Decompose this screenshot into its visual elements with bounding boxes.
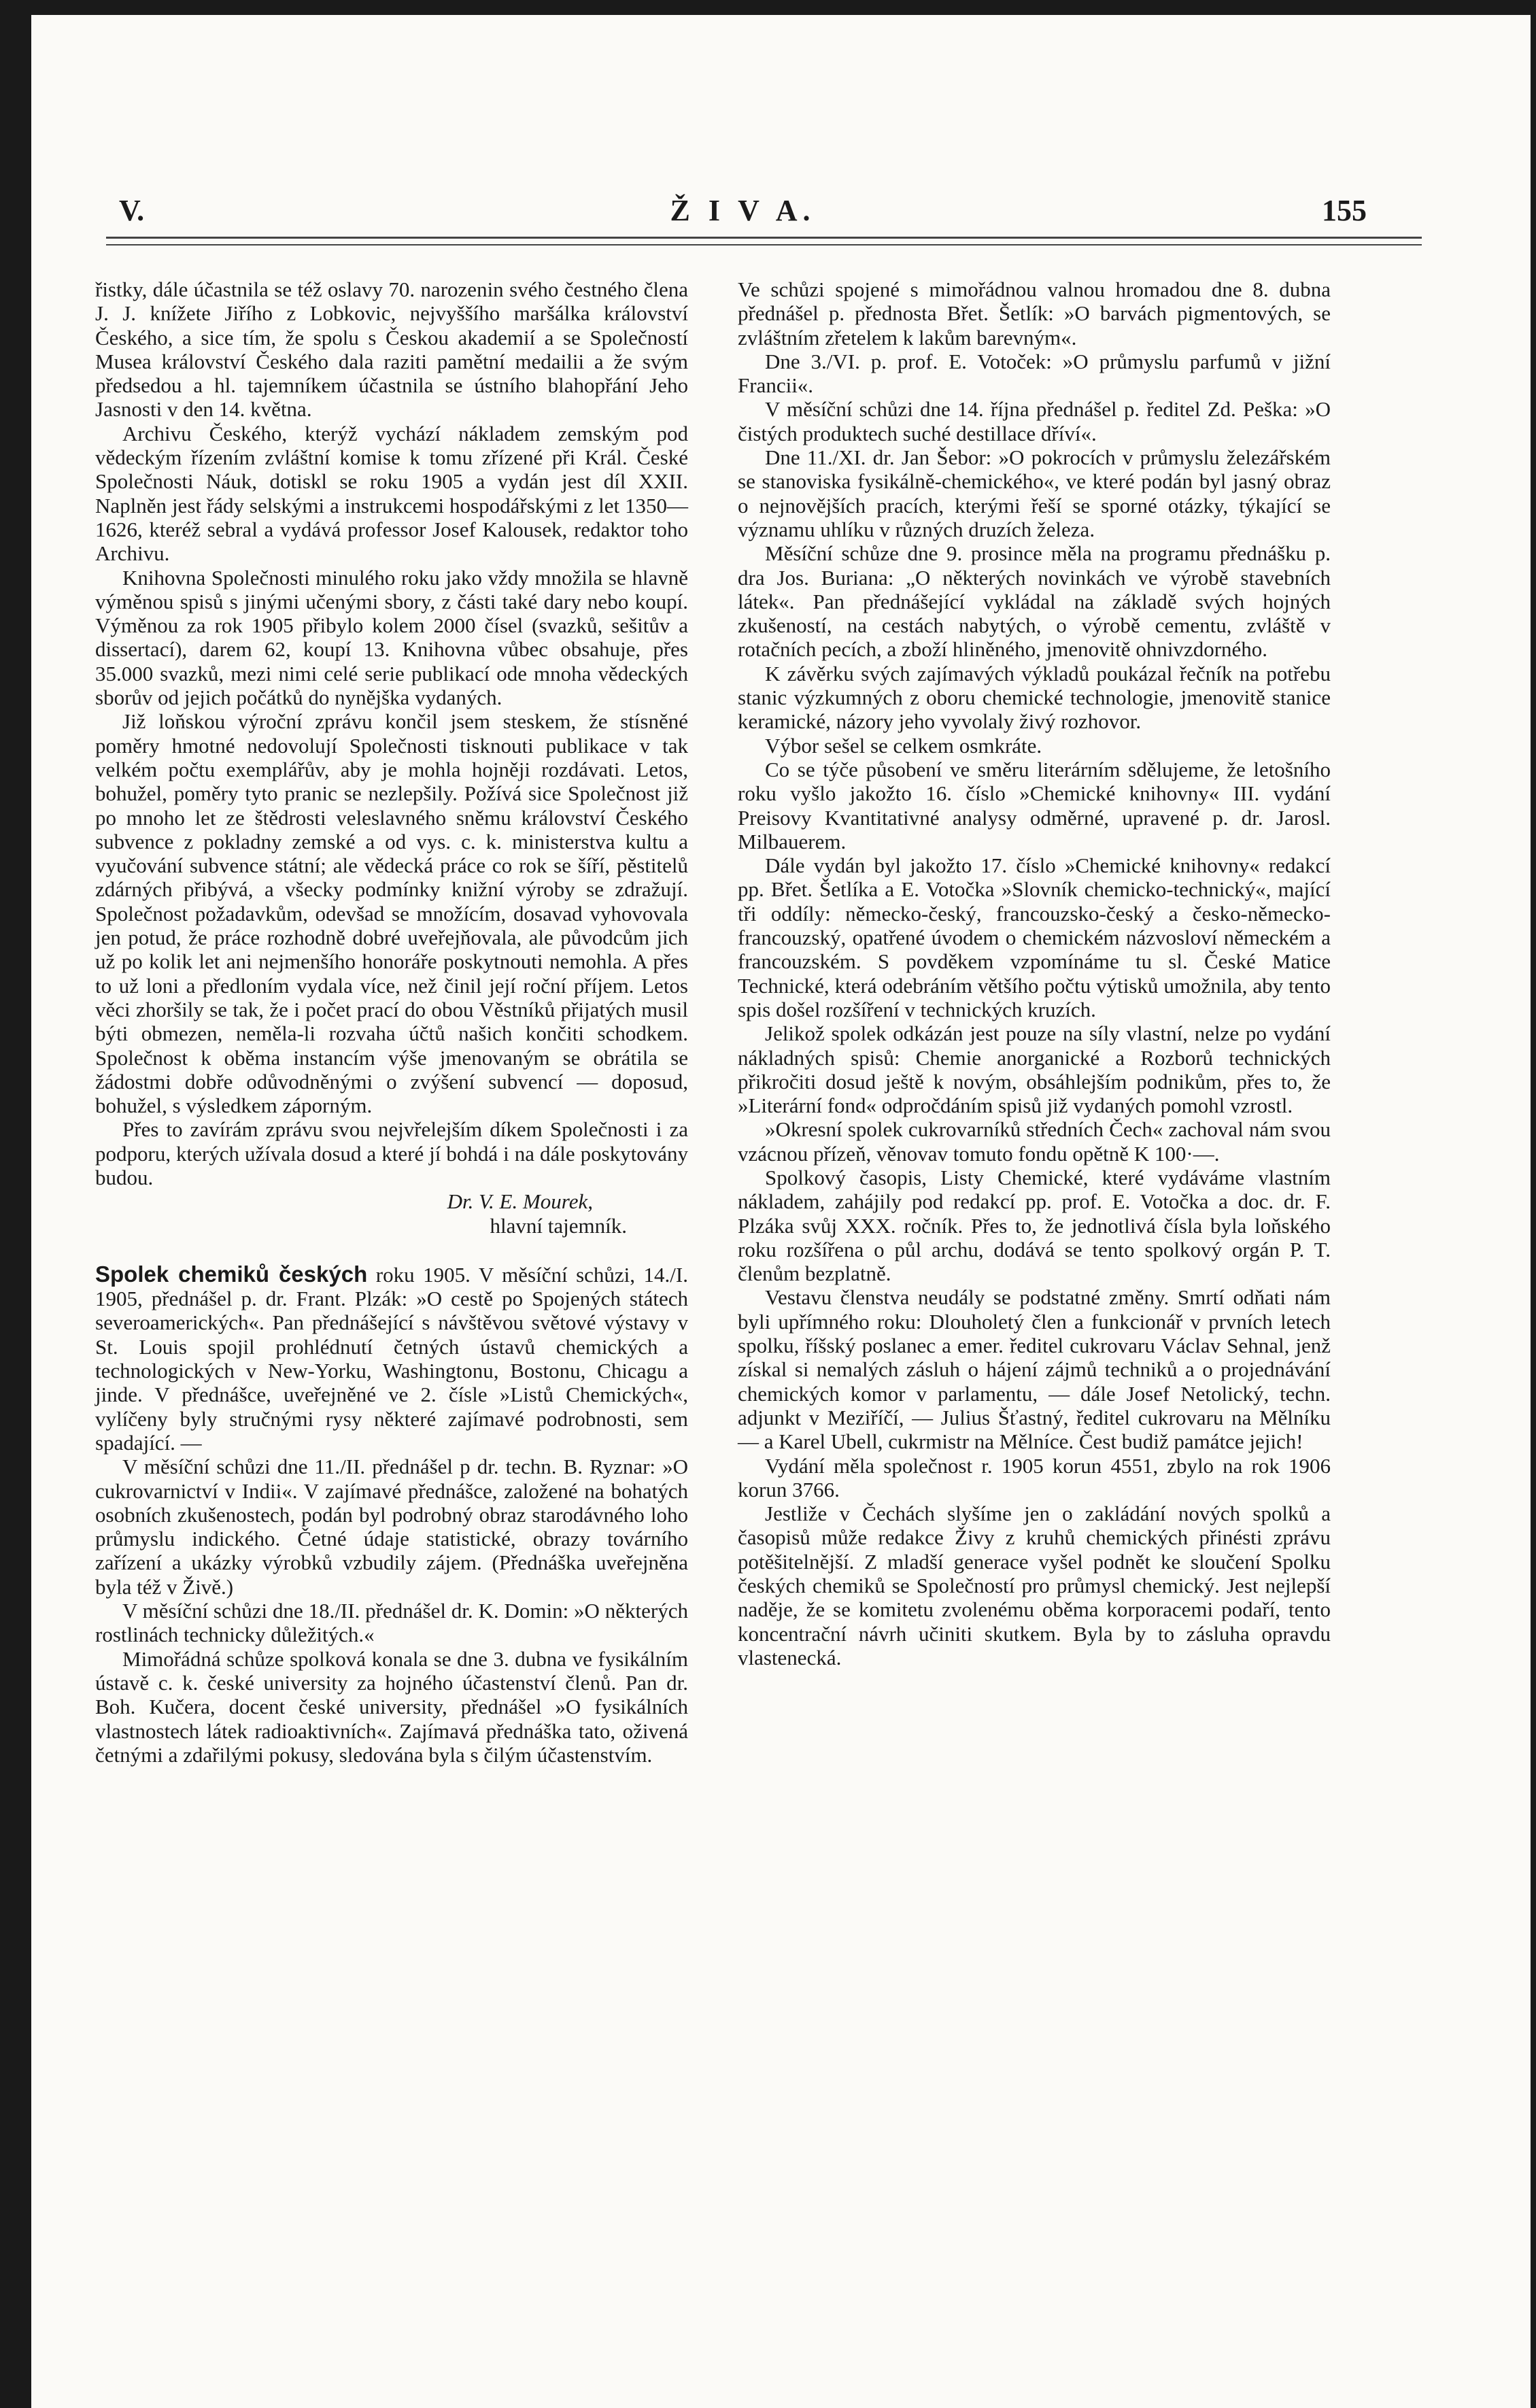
paragraph: Již loňskou výroční zprávu končil jsem steskem, že stísněné poměry hmotné nedovolují Společnosti tisknouti publikace v tak velkém počtu exemplářův, aby je mohla hojněji rozdávati. Letos, bohužel, poměry tyto pranic se nezlepšily. Požívá sice Společnost již po mnoho let ze štědrosti veleslavného sněmu království Českého subvence z pokladny zemské a od vys. c. k. ministerstva kultu a vyučování subvence státní; ale vědecká práce co rok se šíří, pěstitelů zdárných přibývá, a všecky podmínky knižní výroby se zdražují. Společnost požadavkům, odevšad se množícím, dosavad vyhovovala jen potud, že práce rozhodně dobré uveřejňovala, ale původcům jich už po kolik let ani nejmenšího honoráře poskytnouti nemohla. A přes to už loni a předloním vydala více, než činil její roční příjem. Letos věci zhoršily se tak, že i počet prací do obou Věstníků přijatých musil býti obmezen, neměla-li rozvaha účtů našich končiti schodkem. Společnost k oběma instancím výše jmenovaným se obrátila se žádostmi dobře odůvodněnými o zvýšení subvencí — doposud, bohužel, s výsledkem záporným.	[95, 709, 688, 1118]
paragraph: Archivu Českého, kterýž vychází nákladem zemským pod vědeckým řízením zvláštní komise k tomu zřízené při Král. České Společnosti Náuk, dotiskl se roku 1905 a vydán jest díl XXII. Naplněn jest řády selskými a instrukcemi hospodářskými z let 1350—1626, kteréž sebral a vydává professor Josef Kalousek, redaktor toho Archivu.	[95, 421, 688, 566]
paragraph: Knihovna Společnosti minulého roku jako vždy množila se hlavně výměnou spisů s jinými učenými sbory, z části také dary nebo koupí. Výměnou za rok 1905 přibylo kolem 2000 čísel (svazků, sešitův a dissertací), darem 62, koupí 13. Knihovna vůbec obsahuje, přes 35.000 svazků, mezi nimi celé serie publikací ode mnoha vědeckých sborův od jejich počátků do nynějška vydaných.	[95, 565, 688, 710]
journal-title: Ž I V A.	[670, 194, 816, 227]
paragraph: Přes to zavírám zprávu svou nejvřelejším díkem Společnosti i za podporu, kterých užívala dosud a které jí bohdá i na dále poskytovány budou.	[95, 1117, 688, 1189]
right-column	[738, 277, 1331, 1669]
paragraph-text: roku 1905. V měsíční schůzi, 14./I. 1905, přednášel p. dr. Frant. Plzák: »O cestě po Spojených státech severoamerických«. Pan přednášející s návštěvou světové výstavy v St. Louis spojil prohlédnutí četných ústavů chemických a technologických v New-Yorku, Washingtonu, Bostonu, Chicagu a jinde. V přednášce, uveřejněné ve 2. čísle »Listů Chemických«, vylíčeny byly stručnými rysy některé zajímavé podrobnosti, sem spadající. —	[95, 1262, 688, 1455]
volume-number: V.	[119, 194, 145, 227]
signature	[95, 1189, 688, 1238]
paragraph: řistky, dále účastnila se též oslavy 70. narozenin svého čestného člena J. J. knížete Jiřího z Lobkovic, nejvyššího maršálka království Českého, a sice tím, že spolu s Českou akademií a se Společností Musea království Českého dala raziti pamětní medailii a že svým předsedou a hl. tajemníkem účastnila se ústního blahopřání Jeho Jasnosti v den 14. května.	[95, 277, 688, 422]
paragraph: Mimořádná schůze spolková konala se dne 3. dubna ve fysikálním ústavě c. k. české university za hojného účastenství členů. Pan dr. Boh. Kučera, docent české university, přednášel »O fysikálních vlastnostech látek radioaktivních«. Zajímavá přednáška tato, oživená četnými a zdařilými pokusy, sledována byla s čilým účastenstvím.	[95, 1646, 688, 1767]
section-heading: Spolek chemiků českých	[95, 1261, 368, 1287]
paragraph: Vestavu členstva neudály se podstatné změny. Smrtí odňati nám byli upřímného roku: Dlouholetý člen a funkcionář v prvních letech spolku, říšský poslanec a emer. ředitel cukrovaru Václav Sehnal, jenž získal si nemalých zásluh o hájení zájmů techniků a o projednávání chemických komor v parlamentu, — dále Josef Netolický, techn. adjunkt v Meziříčí, — Julius Šťastný, ředitel cukrovaru na Mělníku — a Karel Ubell, cukrmistr na Mělníce. Čest budiž památce jejich!	[738, 1285, 1331, 1454]
paragraph: Jelikož spolek odkázán jest pouze na síly vlastní, nelze po vydání nákladných spisů: Chemie anorganické a Rozborů technických přikročiti dosud ještě k novým, obsáhlejším podnikům, přes to, že »Literární fond« odpročdáním spisů již vydaných pomohl vzrostl.	[738, 1021, 1331, 1118]
running-header	[119, 193, 1367, 234]
signature-name: Dr. V. E. Mourek,	[447, 1189, 593, 1214]
page-number: 155	[1322, 194, 1367, 227]
header-rule	[106, 244, 1422, 245]
paragraph: K závěrku svých zajímavých výkladů poukázal řečník na potřebu stanic výzkumných z oboru chemické technologie, jmenovitě stanice keramické, názory jeho vyvolaly živý rozhovor.	[738, 661, 1331, 734]
paragraph: Výbor sešel se celkem osmkráte.	[765, 733, 1042, 758]
paragraph: Jestliže v Čechách slyšíme jen o zakládání nových spolků a časopisů může redakce Živy z kruhů chemických přinésti zprávu potěšitelnější. Z mladší generace vyšel podnět ke sloučení Spolku českých chemiků se Společností pro průmysl chemický. Jest nejlepší naděje, že se komitetu zvolenému oběma korporacemi podaří, tento koncentrační návrh učiniti skutkem. Byla by to zásluha opravdu vlastenecká.	[738, 1502, 1331, 1669]
paragraph: V měsíční schůzi dne 18./II. přednášel dr. K. Domin: »O některých rostlinách technicky důležitých.«	[95, 1599, 688, 1647]
paragraph: Ve schůzi spojené s mimořádnou valnou hromadou dne 8. dubna přednášel p. přednosta Břet. Šetlík: »O barvách pigmentových, se zvláštním zřetelem k lakům barevným«.	[738, 277, 1331, 350]
paragraph: Dne 3./VI. p. prof. E. Votoček: »O průmyslu parfumů v jižní Francii«.	[738, 349, 1331, 398]
left-column	[95, 277, 688, 1767]
signature-title: hlavní tajemník.	[490, 1213, 627, 1238]
book-page	[31, 15, 1531, 2408]
paragraph: Spolkový časopis, Listy Chemické, které vydáváme vlastním nákladem, zahájily pod redakcí pp. prof. E. Votočka a doc. dr. F. Plzáka svůj XXX. ročník. Přes to, že jednotlivá čísla byla loňského roku rozšířena o půl archu, dodává se tento spolkový orgán P. T. členům bezplatně.	[738, 1165, 1331, 1286]
paragraph: Dne 11./XI. dr. Jan Šebor: »O pokrocích v průmyslu železářském se stanoviska fysikálně-chemického«, ve které podán byl jasný obraz o nejnovějších pracích, kterými řeší se sporné otázky, týkající se významu uhlíku v různých druzích železa.	[738, 445, 1331, 541]
paragraph: Měsíční schůze dne 9. prosince měla na programu přednášku p. dra Jos. Buriana: „O některých novinkách ve výrobě stavebních látek«. Pan přednášející vykládal na základě svých hojných zkušeností, na cestách nabytých, o výrobě cementu, zvláště v rotačních pecích, a zboží hliněného, jmenovitě ohnivzdorného.	[738, 541, 1331, 662]
paragraph: Co se týče působení ve směru literárním sdělujeme, že letošního roku vyšlo jakožto 16. číslo »Chemické knihovny« III. vydání Preisovy Kvantitativné analysy odměrné, upravené p. dr. Jarosl. Milbauerem.	[738, 757, 1331, 853]
header-rule	[106, 237, 1422, 239]
paragraph: V měsíční schůzi dne 11./II. přednášel p dr. techn. B. Ryznar: »O cukrovarnictví v Indii«. V zajímavé přednášce, založené na bohatých osobních zkušenostech, podán byl podrobný obraz starodávného loho průmyslu indického. Četné údaje statistické, obrazy továrního zařízení a ukázky výrobků vzbudily zájem. (Přednáška uveřejněna byla též v Živě.)	[95, 1455, 688, 1599]
paragraph: Dále vydán byl jakožto 17. číslo »Chemické knihovny« redakcí pp. Břet. Šetlíka a E. Votočka »Slovník chemicko-technický«, mající tři oddíly: německo-český, francouzsko-český a česko-německo-francouzský, opatřené úvodem o chemickém názvosloví německém a francouzském. S povděkem vzpomínáme tu sl. České Matice Technické, která odebráním většího počtu výtisků umožnila, aby tento spis došel rozšíření v technických kruzích.	[738, 853, 1331, 1021]
paragraph: »Okresní spolek cukrovarníků středních Čech« zachoval nám svou vzácnou přízeň, věnovav tomuto fondu opětně K 100·—.	[738, 1117, 1331, 1166]
paragraph: V měsíční schůzi dne 14. října přednášel p. ředitel Zd. Peška: »O čistých produktech suché destillace dříví«.	[738, 397, 1331, 445]
paragraph: Vydání měla společnost r. 1905 korun 4551, zbylo na rok 1906 korun 3766.	[738, 1453, 1331, 1502]
